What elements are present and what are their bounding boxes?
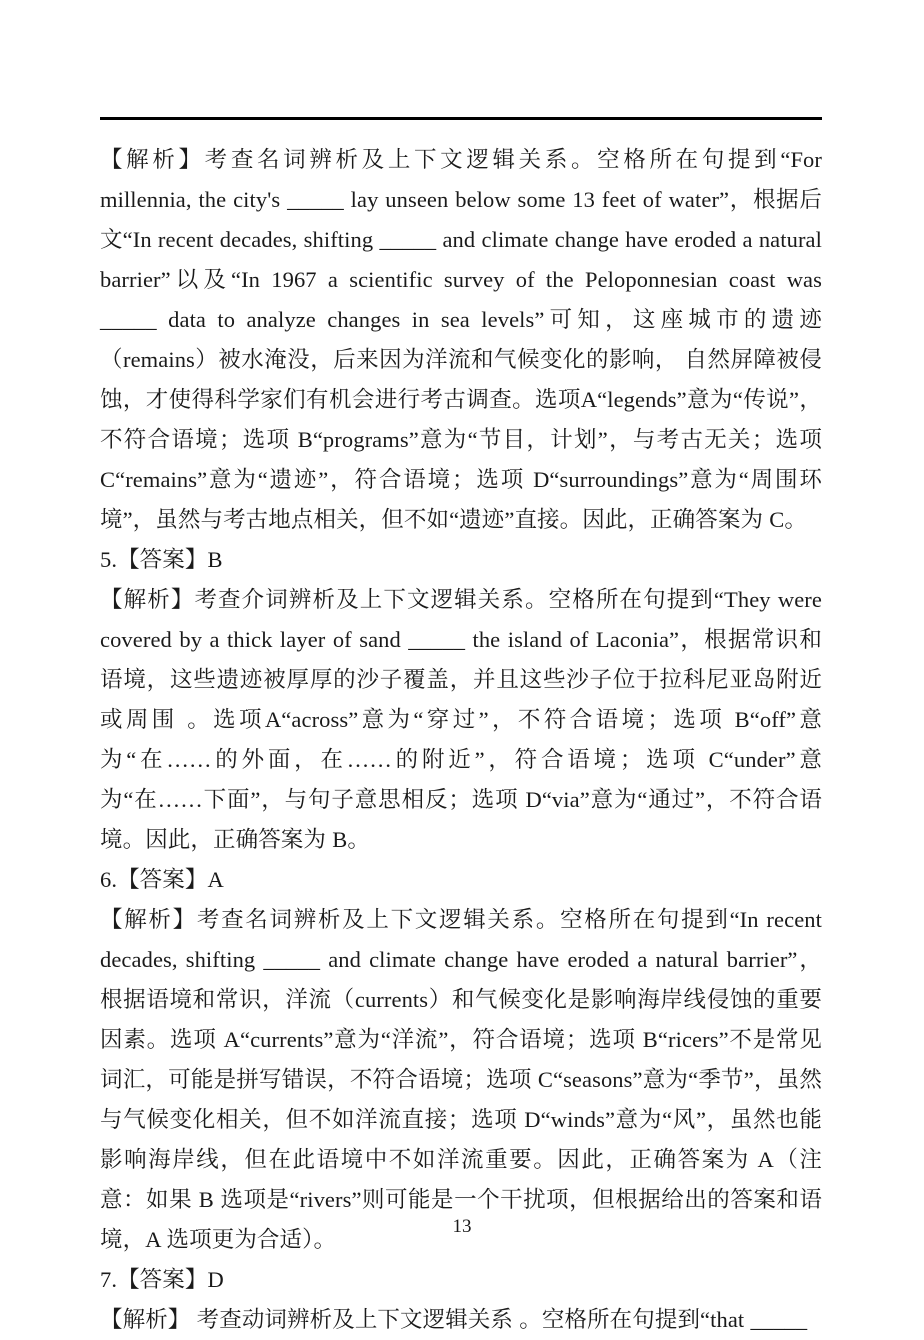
answer-line-6: 6.【答案】A bbox=[100, 867, 224, 892]
analysis-paragraph-4: 【解析】考查名词辨析及上下文逻辑关系。空格所在句提到“For millennia, the city's _____ lay unseen below some 13 feet of water”，根据后文“In recent decades, shifting _____ and climate change have eroded a natural barrier”以及“In 1967 a scientific survey of the Peloponnesian coast was _____ data to analyze changes in sea levels”可知，这座城市的遗迹（remains）被水淹没，后来因为洋流和气候变化的影响， 自然屏障被侵蚀，才使得科学家们有机会进行考古调查。选项A“legends”意为“传说”，不符合语境；选项 B“programs”意为“节目，计划”，与考古无关；选项 C“remains”意为“遗迹”，符合语境；选项 D“surroundings”意为“周围环境”，虽然与考古地点相关，但不如“遗迹”直接。因此，正确答案为 C。 bbox=[100, 147, 822, 532]
answer-line-7: 7.【答案】D bbox=[100, 1267, 224, 1292]
analysis-paragraph-5: 【解析】考查介词辨析及上下文逻辑关系。空格所在句提到“They were covered by a thick layer of sand _____ the island of Laconia”，根据常识和语境，这些遗迹被厚厚的沙子覆盖，并且这些沙子位于拉科尼亚岛附近或周围 。选项A“across”意为“穿过”，不符合语境；选项 B“off”意为“在……的外面，在……的附近”，符合语境；选项 C“under”意为“在……下面”，与句子意思相反；选项 D“via”意为“通过”，不符合语境。因此，正确答案为 B。 bbox=[100, 587, 822, 852]
answer-line-5: 5.【答案】B bbox=[100, 547, 223, 572]
analysis-paragraph-6: 【解析】考查名词辨析及上下文逻辑关系。空格所在句提到“In recent decades, shifting _____ and climate change have eroded a natural barrier”，根据语境和常识，洋流（currents）和气候变化是影响海岸线侵蚀的重要因素。选项 A“currents”意为“洋流”，符合语境；选项 B“ricers”不是常见词汇，可能是拼写错误，不符合语境；选项 C“seasons”意为“季节”，虽然与气候变化相关，但不如洋流直接；选项 D“winds”意为“风”，虽然也能影响海岸线，但在此语境中不如洋流重要。因此，正确答案为 A（注意：如果 B 选项是“rivers”则可能是一个干扰项，但根据给出的答案和语境，A 选项更为合适）。 bbox=[100, 907, 822, 1252]
header-rule bbox=[100, 117, 822, 120]
analysis-paragraph-7: 【解析】 考查动词辨析及上下文逻辑关系 。空格所在句提到“that _____ bbox=[100, 1307, 808, 1332]
page-number: 13 bbox=[452, 1216, 472, 1237]
page-content bbox=[100, 140, 822, 1340]
